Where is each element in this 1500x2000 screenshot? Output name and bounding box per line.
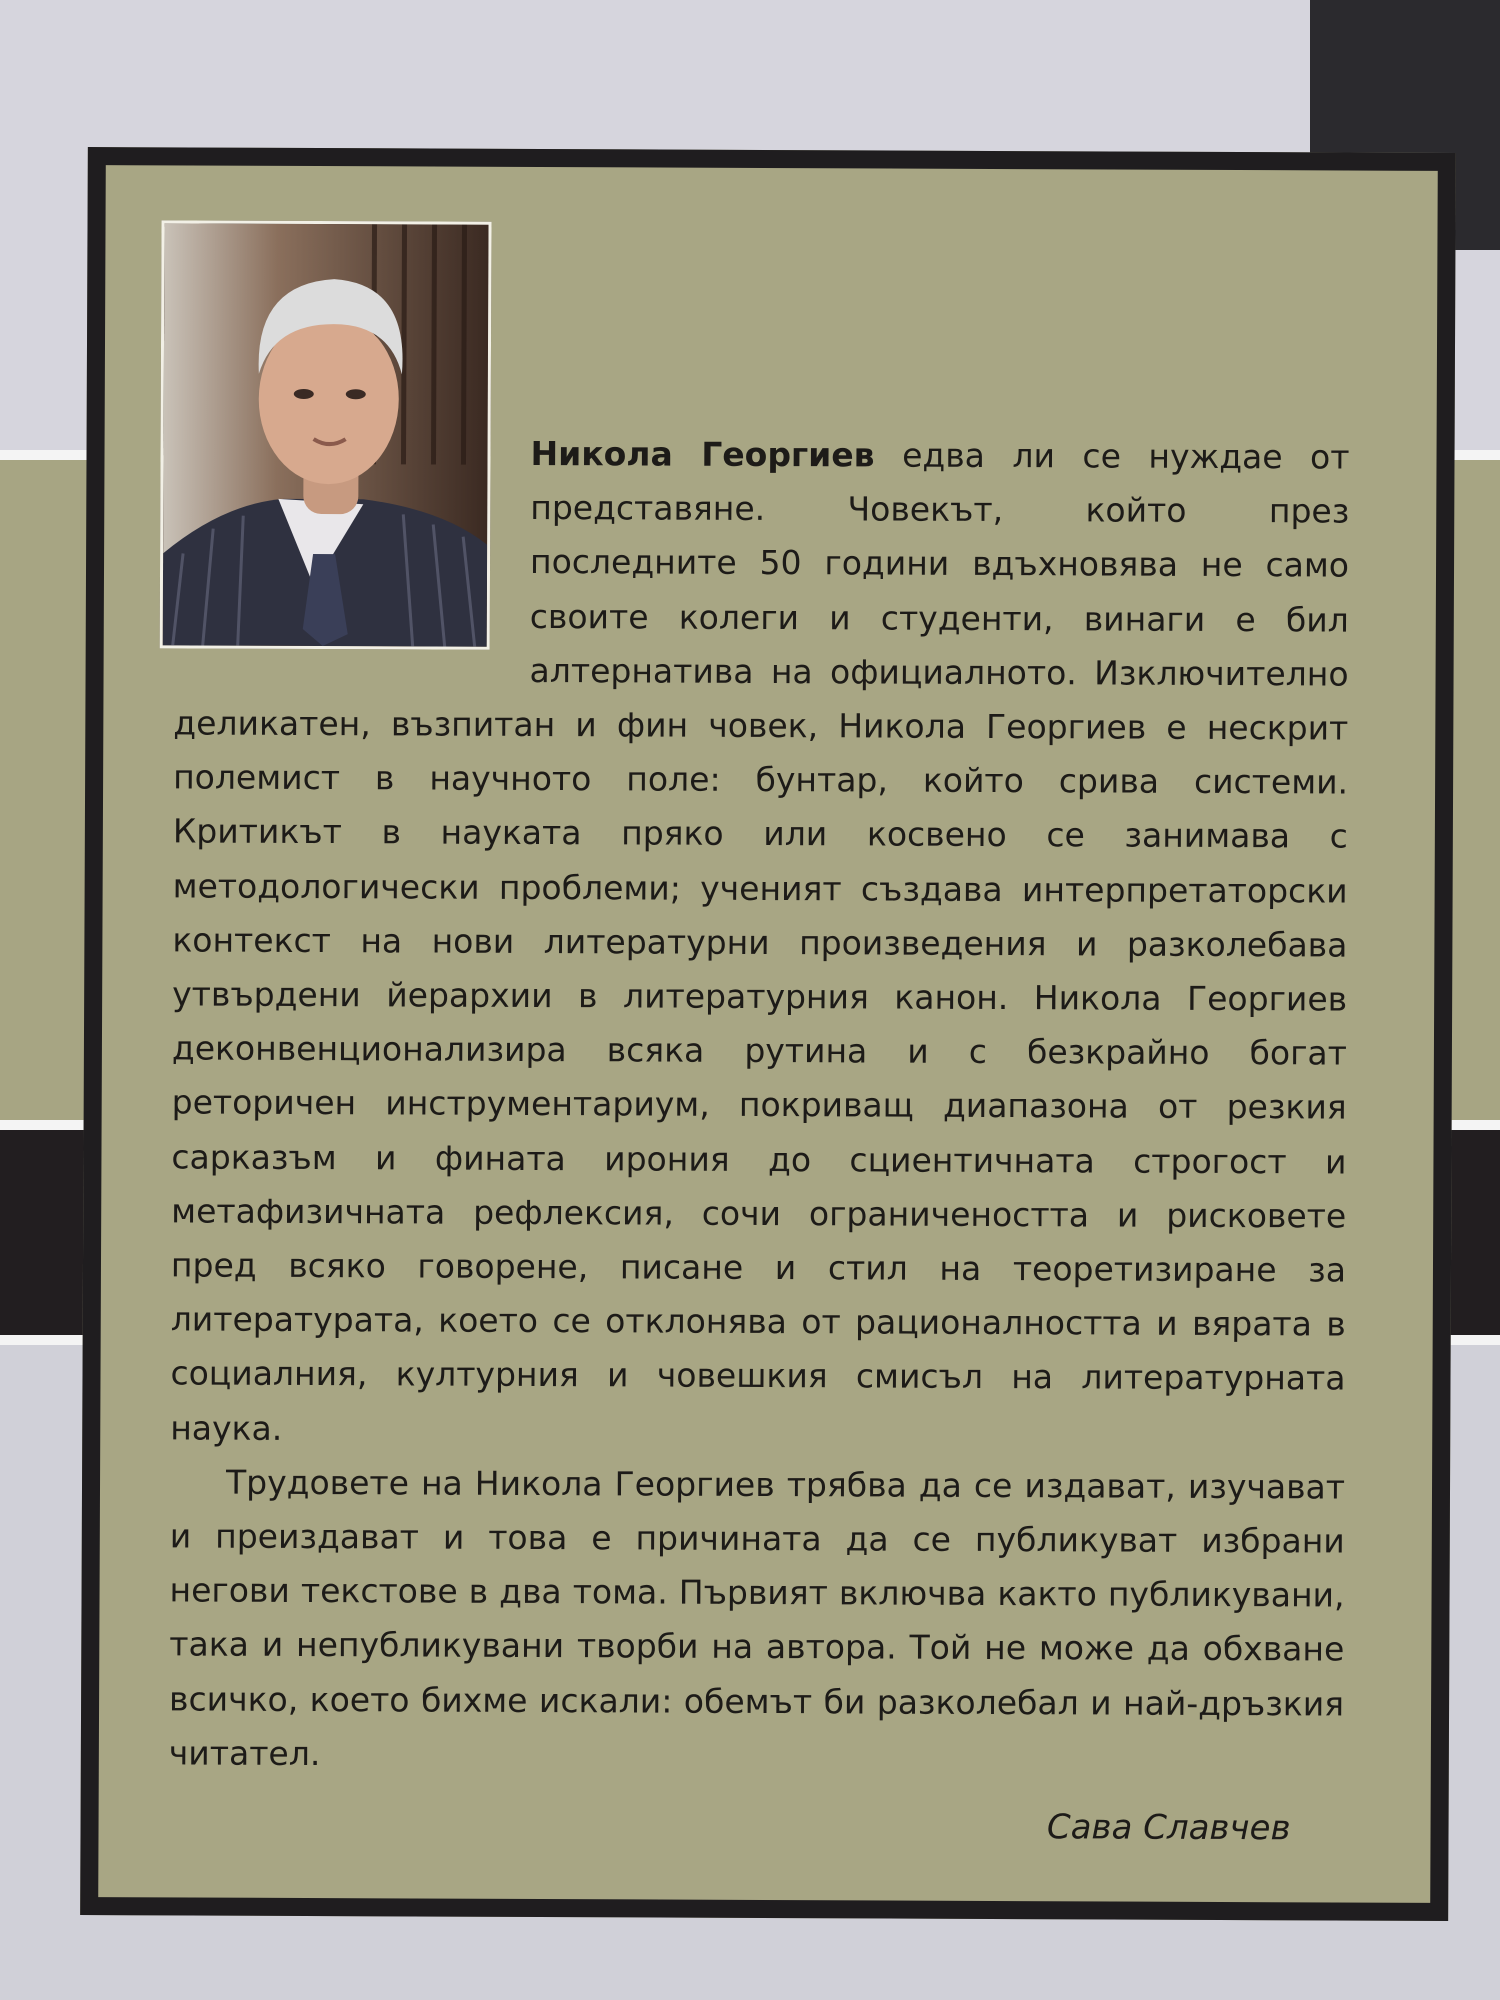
biography-text bbox=[169, 425, 1350, 1785]
cover-panel bbox=[80, 147, 1456, 1921]
author-name-bold: Никола Георгиев bbox=[530, 433, 875, 475]
signature: Сава Славчев bbox=[1046, 1807, 1291, 1849]
biography-paragraph-2: Трудовете на Никола Георгиев трябва да се издават, изучават и преиздават и това е причината да се публикуват избрани негови текстове в два тома. Първият включва както публикувани, така и непубликувани творби на автора. Той не може да обхване всичко, което бихме искали: обемът би разколебал и най-дръзкия читател. bbox=[168, 1462, 1346, 1773]
paragraph-1-text: едва ли се нуждае от представяне. Човекът, който през последните 50 години вдъхновява не само своите колеги и студенти, винаги е бил алтернатива на официалното. Изключително деликатен, възпитан и фин човек, Никола Георгиев е нескрит полемист в научното поле: бунтар, който срива системи. Критикът в науката пряко или косвено се занимава с методологически проблеми; ученият създава интерпретаторски контекст на нови литературни произведения и разколебава утвърдени йерархии в литературния канон. Никола Георгиев деконвенционализира всяка рутина и с безкрайно богат реторичен инструментариум, покриващ диапазона от резкия сарказъм и фината ирония до сциентичната строгост и метафизичната рефлексия, сочи ограничеността и рисковете пред всяко говорене, писане и стил на теоретизиране за литературата, което се отклонява от рационалността и вярата в социалния, културния и човешкия смисъл на литературната наука. bbox=[170, 435, 1350, 1448]
